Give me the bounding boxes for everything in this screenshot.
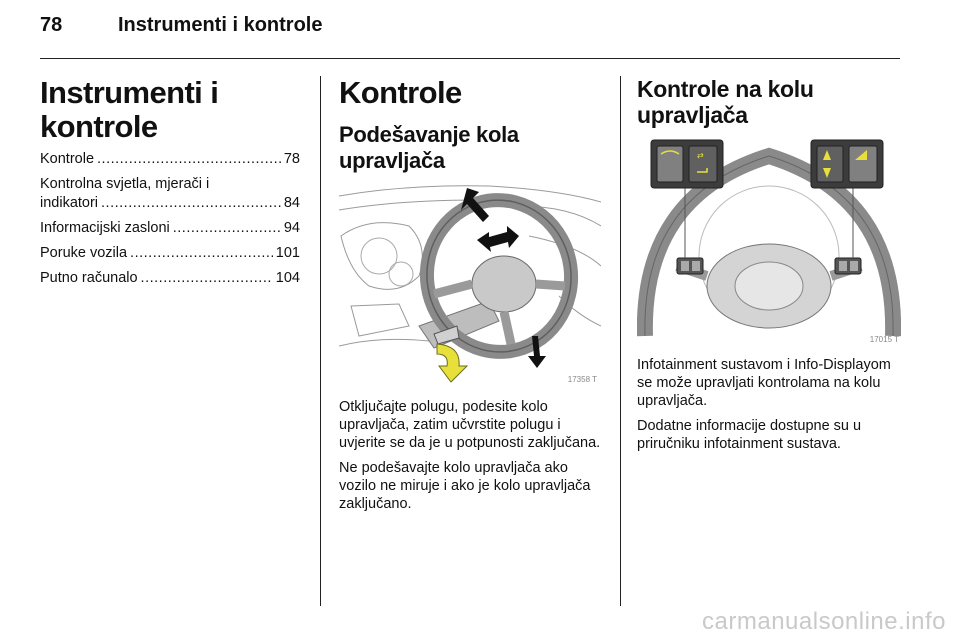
figure-code: 17358 T: [567, 375, 597, 384]
toc-entry-page: 94: [283, 220, 300, 236]
toc-entry[interactable]: [40, 219, 300, 238]
toc-entry[interactable]: [40, 150, 300, 169]
toc-entry-title-line1: Kontrolna svjetla, mjerači i: [40, 176, 210, 192]
paragraph: Ne podešavajte kolo upravljača ako vozilo ne miruje i ako je kolo upravljača zaključano.: [339, 460, 591, 512]
watermark: carmanualsonline.info: [702, 608, 946, 635]
right-text: [637, 356, 899, 460]
toc-entry-page: 104: [275, 270, 300, 286]
toc-entry-title: Putno računalo: [40, 270, 138, 286]
toc-entry-title: Informacijski zasloni: [40, 220, 170, 236]
toc-entry[interactable]: [40, 244, 300, 263]
toc-entry-page: 84: [283, 195, 300, 211]
table-of-contents: [40, 150, 300, 294]
paragraph: Infotainment sustavom i Info-Displayom se može upravljati kontrolama na kolu upravljača.: [637, 357, 891, 409]
steering-controls-illustration: [637, 136, 901, 346]
toc-entry[interactable]: [40, 175, 300, 213]
section-heading: Kontrole: [339, 75, 462, 110]
toc-entry-title: Poruke vozila: [40, 245, 128, 261]
right-column: [637, 76, 897, 128]
column-divider: [620, 76, 621, 606]
toc-entry[interactable]: [40, 269, 300, 288]
middle-column: [339, 76, 607, 174]
subsection-heading: Podešavanje kola upravljača: [339, 122, 519, 173]
toc-entry-page: 101: [275, 245, 300, 261]
figure-code: 17015 T: [869, 335, 899, 344]
middle-text: [339, 398, 604, 520]
toc-entry-title: indikatori: [40, 195, 99, 211]
svg-text:⇄: ⇄: [697, 151, 704, 160]
paragraph: Otključajte polugu, podesite kolo upravljača, zatim učvrstite polugu i uvjerite se da je u potpunosti zaključana.: [339, 399, 601, 451]
chapter-heading: Instrumenti i kontrole: [40, 75, 219, 144]
toc-entry-page: 78: [283, 151, 300, 167]
header-rule: [40, 58, 900, 59]
header-title: Instrumenti i kontrole: [118, 14, 323, 36]
steering-wheel-illustration: [339, 176, 601, 386]
steering-controls-figure: [637, 136, 901, 346]
steering-adjust-figure: [339, 176, 601, 386]
toc-entry-title: Kontrole: [40, 151, 95, 167]
paragraph: Dodatne informacije dostupne su u priručniku infotainment sustava.: [637, 418, 862, 452]
left-column: [40, 76, 310, 144]
column-divider: [320, 76, 321, 606]
section-heading: Kontrole na kolu upravljača: [637, 76, 814, 128]
header-page-number: 78: [40, 14, 63, 36]
